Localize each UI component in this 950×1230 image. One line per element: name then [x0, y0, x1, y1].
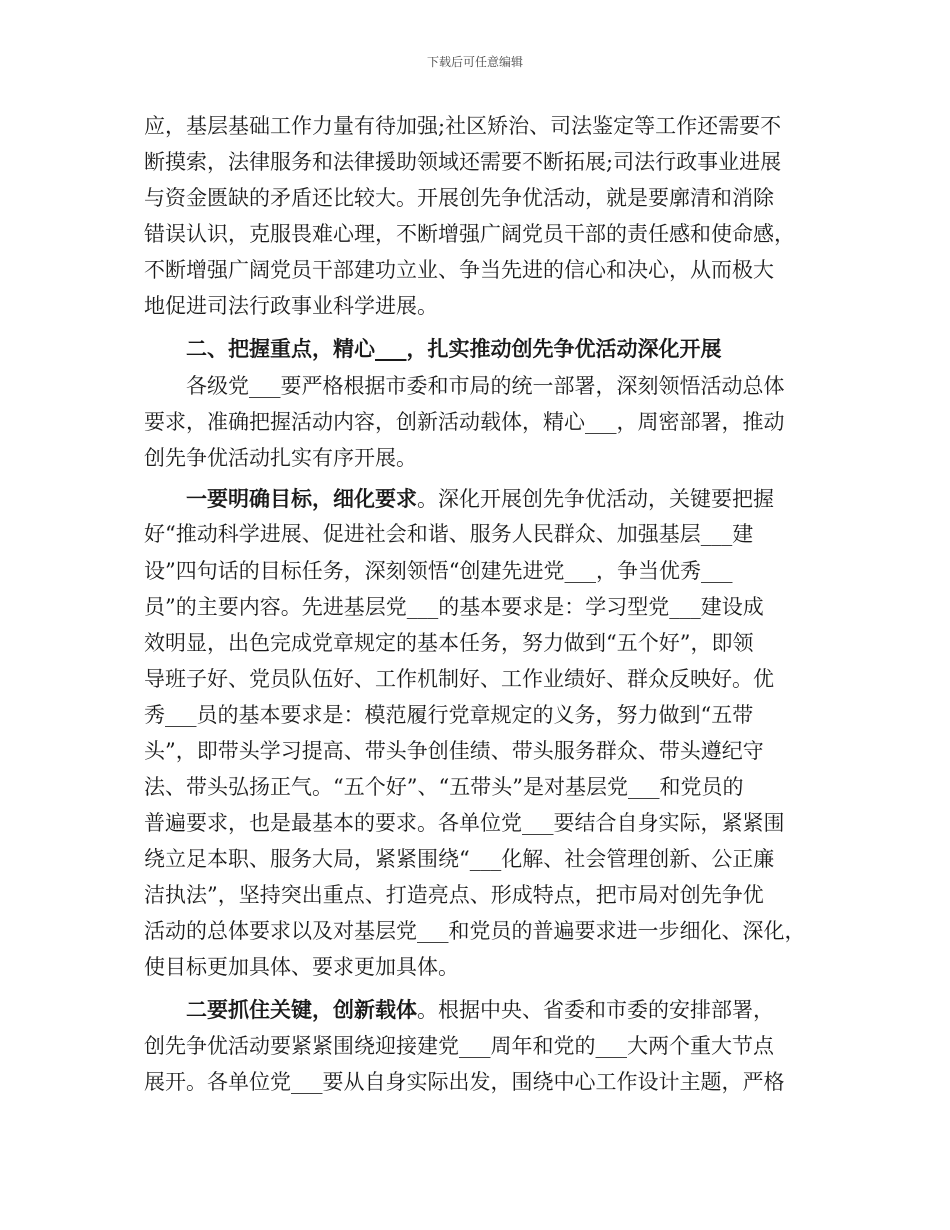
body-line: 错误认识，克服畏难心理，不断增强广阔党员干部的责任感和使命感， — [144, 222, 795, 246]
body-line: 好“推动科学进展、促进社会和谐、服务人民群众、加强基层___建 — [144, 522, 754, 546]
body-line: 应，基层基础工作力量有待加强;社区矫治、司法鉴定等工作还需要不 — [144, 114, 782, 138]
paragraph-lead: 二要抓住关键，创新载体 — [186, 997, 417, 1022]
body-line: 普遍要求，也是最基本的要求。各单位党___要结合自身实际，紧紧围 — [144, 811, 785, 835]
body-line: 效明显，出色完成党章规定的基本任务，努力做到“五个好”，即领 — [144, 631, 754, 655]
body-line: 各级党___要严格根据市委和市局的统一部署，深刻领悟活动总体 — [186, 374, 785, 398]
body-line: 活动的总体要求以及对基层党___和党员的普遍要求进一步细化、深化， — [144, 919, 806, 943]
body-line: 洁执法”，坚持突出重点、打造亮点、形成特点，把市局对创先争优 — [144, 883, 764, 907]
body-line: 断摸索，法律服务和法律援助领域还需要不断拓展;司法行政事业进展 — [144, 150, 782, 174]
body-line: 展开。各单位党___要从自身实际出发，围绕中心工作设计主题，严格 — [144, 1070, 785, 1094]
body-line: 要求，准确把握活动内容，创新活动载体，精心___，周密部署，推动 — [144, 410, 785, 434]
body-line: 法、带头弘扬正气。“五个好”、“五带头”是对基层党___和党员的 — [144, 775, 744, 799]
body-line: 创先争优活动扎实有序开展。 — [144, 446, 417, 470]
body-line: 不断增强广阔党员干部建功立业、争当先进的信心和决心，从而极大 — [144, 258, 774, 282]
body-line: 绕立足本职、服务大局，紧紧围绕“___化解、社会管理创新、公正廉 — [144, 847, 775, 871]
body-line: 头”，即带头学习提高、带头争创佳绩、带头服务群众、带头遵纪守 — [144, 739, 764, 763]
body-line: 导班子好、党员队伍好、工作机制好、工作业绩好、群众反映好。优 — [144, 667, 774, 691]
section-heading: 二、把握重点，精心___，扎实推动创先争优活动深化开展 — [186, 336, 722, 361]
body-line: 一要明确目标，细化要求。深化开展创先争优活动，关键要把握 — [186, 486, 774, 511]
body-line: 秀___员的基本要求是：模范履行党章规定的义务，努力做到“五带 — [144, 703, 754, 727]
body-line: 员”的主要内容。先进基层党___的基本要求是：学习型党___建设成 — [144, 595, 764, 619]
body-line: 创先争优活动要紧紧围绕迎接建党___周年和党的___大两个重大节点 — [144, 1034, 774, 1058]
body-line: 使目标更加具体、要求更加具体。 — [144, 955, 459, 979]
paragraph-lead: 一要明确目标，细化要求 — [186, 486, 417, 511]
body-line: 地促进司法行政事业科学进展。 — [144, 294, 438, 318]
body-line: 设”四句话的目标任务，深刻领悟“创建先进党___，争当优秀___ — [144, 559, 733, 583]
body-line: 与资金匮缺的矛盾还比较大。开展创先争优活动，就是要廓清和消除 — [144, 186, 774, 210]
page-header: 下载后可任意编辑 — [426, 55, 523, 69]
body-line: 二要抓住关键，创新载体。根据中央、省委和市委的安排部署， — [186, 997, 774, 1022]
